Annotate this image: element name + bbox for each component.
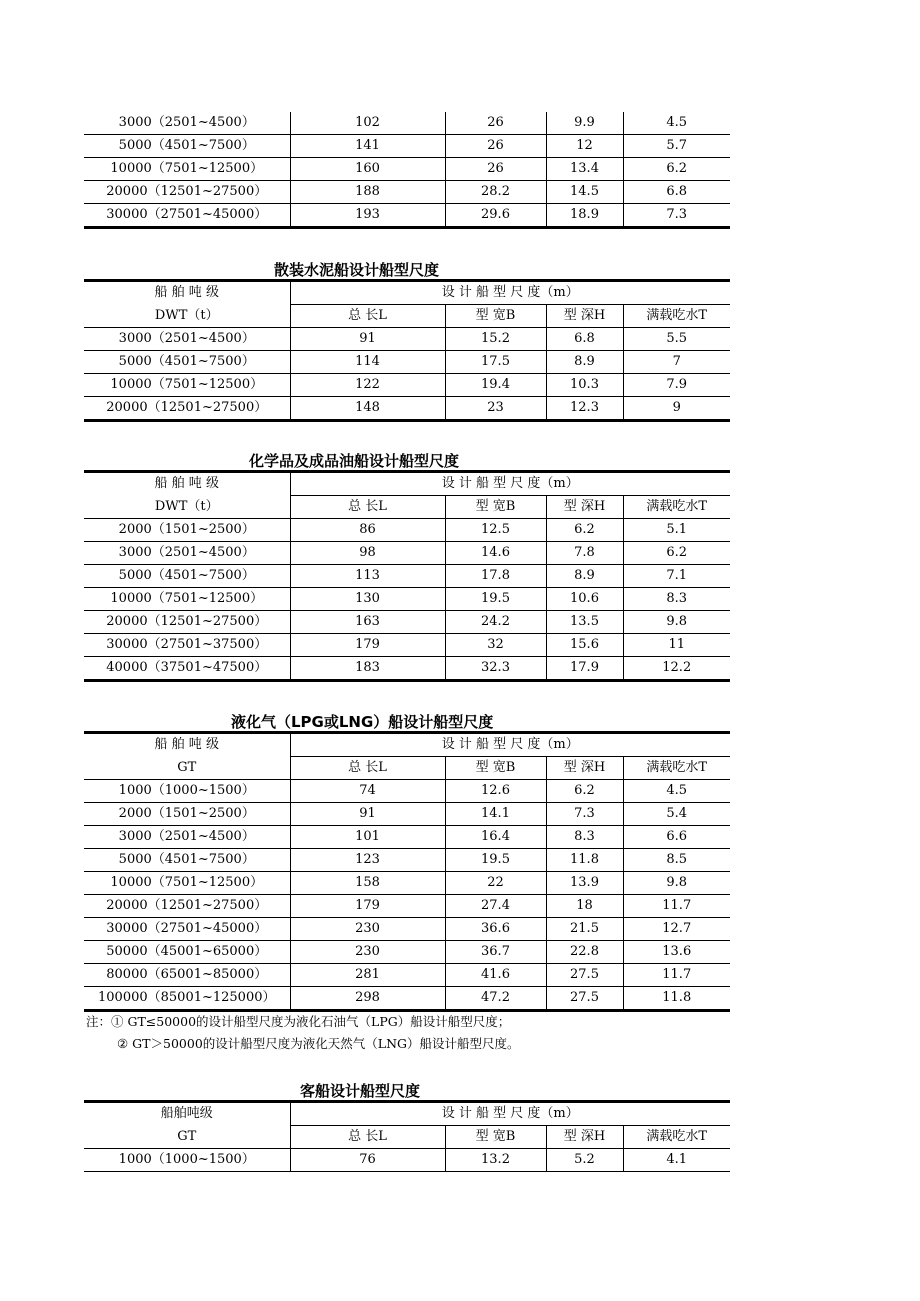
lpg-table xyxy=(84,731,730,1012)
draft-cell: 5.1 xyxy=(623,519,730,542)
table-row xyxy=(84,872,730,895)
table-row xyxy=(84,519,730,542)
depth-cell: 13.5 xyxy=(546,611,623,634)
table-row xyxy=(84,181,730,204)
ship-class-cell: 3000（2501~4500） xyxy=(84,328,290,351)
cement-table xyxy=(84,279,730,422)
draft-cell: 9.8 xyxy=(623,611,730,634)
table-row xyxy=(84,204,730,228)
beam-cell: 14.6 xyxy=(445,542,546,565)
table-row xyxy=(84,918,730,941)
ship-class-cell: 30000（27501~45000） xyxy=(84,204,290,228)
beam-cell: 26 xyxy=(445,135,546,158)
ship-class-cell: 20000（12501~27500） xyxy=(84,181,290,204)
ship-class-cell: 5000（4501~7500） xyxy=(84,135,290,158)
header-depth: 型 深H xyxy=(546,757,623,780)
draft-cell: 6.2 xyxy=(623,542,730,565)
table-row xyxy=(84,1149,730,1172)
header-depth: 型 深H xyxy=(546,1126,623,1149)
depth-cell: 18 xyxy=(546,895,623,918)
draft-cell: 7.1 xyxy=(623,565,730,588)
depth-cell: 6.2 xyxy=(546,519,623,542)
ship-class-cell: 30000（27501~45000） xyxy=(84,918,290,941)
depth-cell: 21.5 xyxy=(546,918,623,941)
ship-class-cell: 3000（2501~4500） xyxy=(84,542,290,565)
chemical-table xyxy=(84,470,730,682)
depth-cell: 11.8 xyxy=(546,849,623,872)
ship-class-cell: 50000（45001~65000） xyxy=(84,941,290,964)
header-length: 总 长L xyxy=(290,305,445,328)
length-cell: 91 xyxy=(290,803,445,826)
table-body xyxy=(84,112,730,228)
length-cell: 193 xyxy=(290,204,445,228)
beam-cell: 26 xyxy=(445,112,546,135)
draft-cell: 11.8 xyxy=(623,987,730,1011)
length-cell: 179 xyxy=(290,895,445,918)
depth-cell: 8.9 xyxy=(546,351,623,374)
depth-cell: 9.9 xyxy=(546,112,623,135)
draft-cell: 6.8 xyxy=(623,181,730,204)
draft-cell: 11 xyxy=(623,634,730,657)
length-cell: 114 xyxy=(290,351,445,374)
header-design-dims: 设 计 船 型 尺 度（m） xyxy=(290,472,730,496)
beam-cell: 36.7 xyxy=(445,941,546,964)
ship-class-cell: 20000（12501~27500） xyxy=(84,611,290,634)
length-cell: 86 xyxy=(290,519,445,542)
depth-cell: 8.9 xyxy=(546,565,623,588)
beam-cell: 41.6 xyxy=(445,964,546,987)
table-body xyxy=(84,519,730,681)
depth-cell: 8.3 xyxy=(546,826,623,849)
depth-cell: 15.6 xyxy=(546,634,623,657)
depth-cell: 6.8 xyxy=(546,328,623,351)
table-row xyxy=(84,803,730,826)
ship-class-cell: 2000（1501~2500） xyxy=(84,519,290,542)
header-depth: 型 深H xyxy=(546,305,623,328)
length-cell: 230 xyxy=(290,941,445,964)
beam-cell: 22 xyxy=(445,872,546,895)
table-row xyxy=(84,780,730,803)
depth-cell: 13.4 xyxy=(546,158,623,181)
depth-cell: 27.5 xyxy=(546,987,623,1011)
table-row xyxy=(84,849,730,872)
length-cell: 183 xyxy=(290,657,445,681)
table-row xyxy=(84,895,730,918)
draft-cell: 8.5 xyxy=(623,849,730,872)
beam-cell: 29.6 xyxy=(445,204,546,228)
draft-cell: 4.5 xyxy=(623,780,730,803)
header-gt: GT xyxy=(84,1126,290,1149)
depth-cell: 12 xyxy=(546,135,623,158)
header-design-dims: 设 计 船 型 尺 度（m） xyxy=(290,1102,730,1126)
draft-cell: 12.2 xyxy=(623,657,730,681)
ship-class-cell: 1000（1000~1500） xyxy=(84,1149,290,1172)
table-row xyxy=(84,397,730,421)
length-cell: 113 xyxy=(290,565,445,588)
draft-cell: 5.7 xyxy=(623,135,730,158)
passenger-table-title: 客船设计船型尺度 xyxy=(300,1082,421,1100)
table-row xyxy=(84,542,730,565)
beam-cell: 19.4 xyxy=(445,374,546,397)
length-cell: 102 xyxy=(290,112,445,135)
length-cell: 158 xyxy=(290,872,445,895)
table-continuation xyxy=(84,112,730,229)
length-cell: 163 xyxy=(290,611,445,634)
draft-cell: 11.7 xyxy=(623,964,730,987)
beam-cell: 36.6 xyxy=(445,918,546,941)
header-draft: 满载吃水T xyxy=(623,757,730,780)
header-design-dims: 设 计 船 型 尺 度（m） xyxy=(290,281,730,305)
draft-cell: 9.8 xyxy=(623,872,730,895)
length-cell: 130 xyxy=(290,588,445,611)
ship-class-cell: 10000（7501~12500） xyxy=(84,872,290,895)
header-ship-class: 船 舶 吨 级 xyxy=(84,472,290,496)
length-cell: 298 xyxy=(290,987,445,1011)
length-cell: 148 xyxy=(290,397,445,421)
depth-cell: 22.8 xyxy=(546,941,623,964)
table-row xyxy=(84,328,730,351)
table-row xyxy=(84,987,730,1011)
beam-cell: 27.4 xyxy=(445,895,546,918)
beam-cell: 26 xyxy=(445,158,546,181)
beam-cell: 14.1 xyxy=(445,803,546,826)
draft-cell: 8.3 xyxy=(623,588,730,611)
table-row xyxy=(84,941,730,964)
beam-cell: 19.5 xyxy=(445,588,546,611)
cement-table-title: 散装水泥船设计船型尺度 xyxy=(274,261,440,279)
header-ship-class: 船舶吨级 xyxy=(84,1102,290,1126)
depth-cell: 14.5 xyxy=(546,181,623,204)
depth-cell: 27.5 xyxy=(546,964,623,987)
ship-class-cell: 20000（12501~27500） xyxy=(84,397,290,421)
table-body xyxy=(84,1149,730,1172)
table-row xyxy=(84,158,730,181)
header-dwt: DWT（t） xyxy=(84,496,290,519)
length-cell: 122 xyxy=(290,374,445,397)
table-row xyxy=(84,565,730,588)
draft-cell: 6.6 xyxy=(623,826,730,849)
length-cell: 98 xyxy=(290,542,445,565)
depth-cell: 10.3 xyxy=(546,374,623,397)
draft-cell: 13.6 xyxy=(623,941,730,964)
beam-cell: 19.5 xyxy=(445,849,546,872)
ship-class-cell: 1000（1000~1500） xyxy=(84,780,290,803)
table-row xyxy=(84,657,730,681)
table-row xyxy=(84,135,730,158)
chemical-table-title: 化学品及成品油船设计船型尺度 xyxy=(249,452,460,470)
depth-cell: 6.2 xyxy=(546,780,623,803)
header-beam: 型 宽B xyxy=(445,305,546,328)
ship-class-cell: 100000（85001~125000） xyxy=(84,987,290,1011)
draft-cell: 7.3 xyxy=(623,204,730,228)
beam-cell: 15.2 xyxy=(445,328,546,351)
beam-cell: 12.5 xyxy=(445,519,546,542)
passenger-table xyxy=(84,1100,730,1172)
header-design-dims: 设 计 船 型 尺 度（m） xyxy=(290,733,730,757)
header-dwt: DWT（t） xyxy=(84,305,290,328)
ship-class-cell: 20000（12501~27500） xyxy=(84,895,290,918)
length-cell: 101 xyxy=(290,826,445,849)
header-draft: 满载吃水T xyxy=(623,1126,730,1149)
header-length: 总 长L xyxy=(290,496,445,519)
table-body xyxy=(84,780,730,1011)
beam-cell: 23 xyxy=(445,397,546,421)
beam-cell: 16.4 xyxy=(445,826,546,849)
table-row xyxy=(84,351,730,374)
beam-cell: 28.2 xyxy=(445,181,546,204)
draft-cell: 11.7 xyxy=(623,895,730,918)
draft-cell: 12.7 xyxy=(623,918,730,941)
draft-cell: 6.2 xyxy=(623,158,730,181)
table-row xyxy=(84,374,730,397)
header-draft: 满载吃水T xyxy=(623,305,730,328)
header-depth: 型 深H xyxy=(546,496,623,519)
depth-cell: 18.9 xyxy=(546,204,623,228)
ship-class-cell: 5000（4501~7500） xyxy=(84,565,290,588)
beam-cell: 17.8 xyxy=(445,565,546,588)
header-ship-class: 船 舶 吨 级 xyxy=(84,281,290,305)
length-cell: 188 xyxy=(290,181,445,204)
length-cell: 76 xyxy=(290,1149,445,1172)
table-body xyxy=(84,328,730,421)
ship-class-cell: 2000（1501~2500） xyxy=(84,803,290,826)
beam-cell: 12.6 xyxy=(445,780,546,803)
table-row xyxy=(84,826,730,849)
ship-class-cell: 5000（4501~7500） xyxy=(84,351,290,374)
length-cell: 141 xyxy=(290,135,445,158)
depth-cell: 5.2 xyxy=(546,1149,623,1172)
ship-class-cell: 80000（65001~85000） xyxy=(84,964,290,987)
table-row xyxy=(84,611,730,634)
header-ship-class: 船 舶 吨 级 xyxy=(84,733,290,757)
lpg-note-1: 注：① GT≤50000的设计船型尺度为液化石油气（LPG）船设计船型尺度； xyxy=(86,1014,511,1029)
length-cell: 179 xyxy=(290,634,445,657)
depth-cell: 10.6 xyxy=(546,588,623,611)
length-cell: 123 xyxy=(290,849,445,872)
draft-cell: 7 xyxy=(623,351,730,374)
length-cell: 91 xyxy=(290,328,445,351)
header-beam: 型 宽B xyxy=(445,1126,546,1149)
header-length: 总 长L xyxy=(290,757,445,780)
header-draft: 满载吃水T xyxy=(623,496,730,519)
depth-cell: 17.9 xyxy=(546,657,623,681)
beam-cell: 32 xyxy=(445,634,546,657)
ship-class-cell: 5000（4501~7500） xyxy=(84,849,290,872)
depth-cell: 12.3 xyxy=(546,397,623,421)
beam-cell: 17.5 xyxy=(445,351,546,374)
length-cell: 230 xyxy=(290,918,445,941)
draft-cell: 7.9 xyxy=(623,374,730,397)
ship-class-cell: 3000（2501~4500） xyxy=(84,112,290,135)
draft-cell: 5.5 xyxy=(623,328,730,351)
length-cell: 160 xyxy=(290,158,445,181)
header-gt: GT xyxy=(84,757,290,780)
ship-class-cell: 3000（2501~4500） xyxy=(84,826,290,849)
beam-cell: 47.2 xyxy=(445,987,546,1011)
length-cell: 74 xyxy=(290,780,445,803)
depth-cell: 7.8 xyxy=(546,542,623,565)
beam-cell: 13.2 xyxy=(445,1149,546,1172)
lpg-table-title: 液化气（LPG或LNG）船设计船型尺度 xyxy=(231,713,494,731)
table-row xyxy=(84,112,730,135)
ship-class-cell: 10000（7501~12500） xyxy=(84,374,290,397)
ship-class-cell: 10000（7501~12500） xyxy=(84,588,290,611)
draft-cell: 4.5 xyxy=(623,112,730,135)
table-row xyxy=(84,964,730,987)
depth-cell: 13.9 xyxy=(546,872,623,895)
draft-cell: 5.4 xyxy=(623,803,730,826)
depth-cell: 7.3 xyxy=(546,803,623,826)
draft-cell: 9 xyxy=(623,397,730,421)
ship-class-cell: 40000（37501~47500） xyxy=(84,657,290,681)
beam-cell: 32.3 xyxy=(445,657,546,681)
header-beam: 型 宽B xyxy=(445,757,546,780)
header-length: 总 长L xyxy=(290,1126,445,1149)
ship-class-cell: 10000（7501~12500） xyxy=(84,158,290,181)
length-cell: 281 xyxy=(290,964,445,987)
lpg-note-2: ② GT＞50000的设计船型尺度为液化天然气（LNG）船设计船型尺度。 xyxy=(117,1036,520,1051)
table-row xyxy=(84,634,730,657)
beam-cell: 24.2 xyxy=(445,611,546,634)
draft-cell: 4.1 xyxy=(623,1149,730,1172)
header-beam: 型 宽B xyxy=(445,496,546,519)
table-row xyxy=(84,588,730,611)
ship-class-cell: 30000（27501~37500） xyxy=(84,634,290,657)
